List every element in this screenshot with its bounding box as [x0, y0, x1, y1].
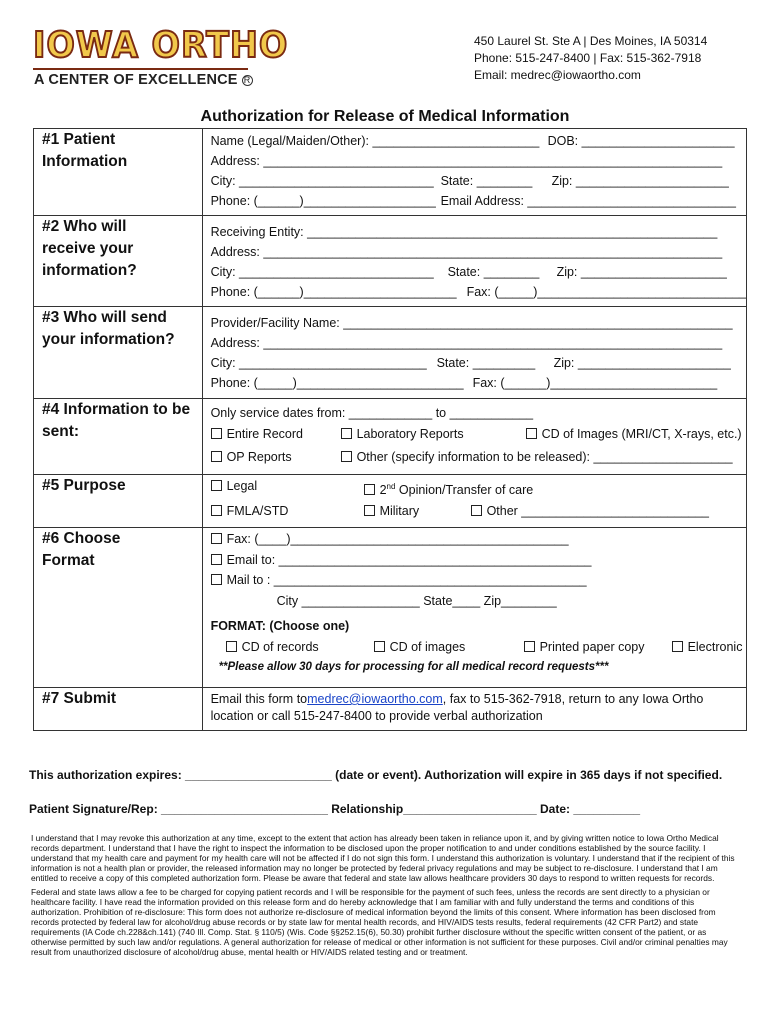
recipient-state-field[interactable]: State: ________: [447, 265, 540, 279]
signature-line[interactable]: Patient Signature/Rep: _________________________ Relationship____________________ Date: __________: [29, 802, 641, 816]
logo-tagline-text: A CENTER OF EXCELLENCE: [34, 72, 238, 88]
purpose-other-option[interactable]: [471, 501, 709, 522]
checkbox-icon[interactable]: [211, 505, 222, 516]
provider-city-field[interactable]: City: ___________________________: [210, 356, 427, 370]
page-title: Authorization for Release of Medical Information: [200, 108, 570, 125]
checkbox-icon[interactable]: [524, 641, 535, 652]
legal-disclaimer: [31, 833, 743, 961]
entire-record-option[interactable]: [211, 424, 341, 445]
provider-state-field[interactable]: State: _________: [436, 356, 536, 370]
section-recipient: [34, 216, 747, 307]
section-submit: [34, 688, 747, 731]
patient-name-field[interactable]: Name (Legal/Maiden/Other): ________________________: [210, 134, 540, 148]
contact-email: Email: medrec@iowaortho.com: [474, 68, 641, 82]
logo-tagline: [34, 72, 253, 88]
purpose-military-option[interactable]: [364, 501, 471, 522]
format-email-option[interactable]: [211, 550, 592, 571]
address: 450 Laurel St. Ste A | Des Moines, IA 50314: [474, 34, 708, 48]
checkbox-icon[interactable]: [471, 505, 482, 516]
purpose-second-opinion-label: 2nd Opinion/Transfer of care: [379, 482, 534, 498]
checkbox-icon[interactable]: [374, 641, 385, 652]
electronic-option[interactable]: [672, 637, 743, 658]
section-heading: #5 Purpose: [34, 475, 203, 528]
op-reports-label: OP Reports: [226, 450, 292, 464]
checkbox-icon[interactable]: [672, 641, 683, 652]
lab-reports-label: Laboratory Reports: [356, 427, 464, 441]
submit-text-line2: location or call 515-247-8400 to provide verbal authorization: [210, 709, 543, 723]
logo-divider: [33, 68, 248, 70]
lab-reports-option[interactable]: [341, 424, 526, 445]
other-info-label: Other (specify information to be released): ____________________: [356, 450, 733, 464]
purpose-fmla-label: FMLA/STD: [226, 504, 289, 519]
section-patient-info: [34, 129, 747, 216]
patient-city-field[interactable]: City: ____________________________: [210, 174, 434, 188]
format-fax-label: Fax: (____)________________________________________: [226, 532, 569, 546]
phone-fax: Phone: 515-247-8400 | Fax: 515-362-7918: [474, 51, 702, 65]
submit-text-cont: , fax to 515-362-7918, return to any Iowa Ortho: [442, 692, 704, 706]
patient-address-field[interactable]: Address: __________________________________________________________________: [210, 154, 723, 168]
checkbox-icon[interactable]: [364, 484, 375, 495]
printed-copy-label: Printed paper copy: [539, 639, 645, 654]
electronic-label: Electronic: [687, 639, 743, 654]
checkbox-icon[interactable]: [211, 554, 222, 565]
submit-text: Email this form to: [210, 692, 308, 706]
cd-records-option[interactable]: [226, 637, 374, 658]
section-heading: #4 Information to be sent:: [34, 399, 203, 475]
checkbox-icon[interactable]: [526, 428, 537, 439]
service-dates-field[interactable]: Only service dates from: ____________ to ____________: [210, 406, 534, 420]
recipient-phone-field[interactable]: Phone: (______)______________________: [210, 285, 457, 299]
patient-phone-field[interactable]: Phone: (______)___________________: [210, 194, 436, 208]
provider-zip-field[interactable]: Zip: ______________________: [553, 356, 731, 370]
section-heading: #7 Submit: [34, 688, 203, 731]
checkbox-icon[interactable]: [364, 505, 375, 516]
printed-copy-option[interactable]: [524, 637, 672, 658]
section-format: [34, 528, 747, 688]
format-fax-option[interactable]: [211, 529, 569, 550]
registered-icon: R: [242, 75, 253, 86]
recipient-zip-field[interactable]: Zip: _____________________: [556, 265, 727, 279]
provider-fax-field[interactable]: Fax: (______)________________________: [472, 376, 718, 390]
purpose-legal-option[interactable]: [211, 476, 364, 501]
format-heading: FORMAT: (Choose one): [210, 619, 350, 633]
section-heading: #1 Patient Information: [34, 129, 203, 216]
other-info-option[interactable]: [341, 447, 733, 468]
processing-note: **Please allow 30 days for processing for all medical record requests***: [218, 661, 609, 673]
checkbox-icon[interactable]: [341, 428, 352, 439]
format-mail-label: Mail to : _____________________________________________: [226, 573, 587, 587]
cd-images-format-label: CD of images: [389, 639, 466, 654]
recipient-fax-field[interactable]: Fax: (_____)______________________________: [466, 285, 746, 299]
logo: IOWA ORTHO: [33, 25, 289, 66]
receiving-entity-field[interactable]: Receiving Entity: ___________________________________________________________: [210, 225, 718, 239]
section-heading: #2 Who will receive your information?: [34, 216, 203, 307]
entire-record-label: Entire Record: [226, 427, 303, 441]
section-purpose: [34, 475, 747, 528]
patient-email-field[interactable]: Email Address: ______________________________: [440, 194, 736, 208]
format-mail-city-field[interactable]: City _________________ State____ Zip________: [276, 593, 557, 608]
checkbox-icon[interactable]: [341, 451, 352, 462]
checkbox-icon[interactable]: [226, 641, 237, 652]
cd-images-option[interactable]: [526, 424, 742, 445]
provider-phone-field[interactable]: Phone: (_____)________________________: [210, 376, 464, 390]
section-sender: [34, 307, 747, 399]
expiration-line[interactable]: This authorization expires: ______________________ (date or event). Authorization will expire in 365 days if not specified.: [29, 768, 723, 782]
purpose-legal-label: Legal: [226, 479, 258, 493]
contact-block: [474, 33, 707, 84]
purpose-other-label: Other ___________________________: [486, 504, 709, 519]
section-heading: #6 Choose Format: [34, 528, 203, 688]
submit-email-link[interactable]: medrec@iowaortho.com: [307, 692, 443, 706]
op-reports-option[interactable]: [211, 447, 341, 468]
checkbox-icon[interactable]: [211, 574, 222, 585]
provider-address-field[interactable]: Address: __________________________________________________________________: [210, 336, 723, 350]
checkbox-icon[interactable]: [211, 451, 222, 462]
authorization-form: [33, 128, 747, 731]
patient-state-field[interactable]: State: ________: [440, 174, 533, 188]
purpose-second-opinion-option[interactable]: [364, 476, 534, 501]
patient-zip-field[interactable]: Zip: ______________________: [551, 174, 729, 188]
dob-field[interactable]: DOB: ______________________: [547, 134, 735, 148]
cd-images-label: CD of Images (MRI/CT, X-rays, etc.): [541, 427, 742, 441]
checkbox-icon[interactable]: [211, 480, 222, 491]
recipient-city-field[interactable]: City: ____________________________: [210, 265, 434, 279]
format-email-label: Email to: _____________________________________________: [226, 552, 592, 567]
recipient-address-field[interactable]: Address: __________________________________________________________________: [210, 245, 723, 259]
purpose-fmla-option[interactable]: [211, 501, 364, 522]
checkbox-icon[interactable]: [211, 428, 222, 439]
cd-records-label: CD of records: [241, 639, 319, 654]
provider-name-field[interactable]: Provider/Facility Name: ________________________________________________________: [210, 316, 733, 330]
legal-paragraph-1: I understand that I may revoke this authorization at any time, except to the extent that action has already been taken in reliance upon it, and by giving written notice to Iowa Ortho Medical records department. I understand that I have the right to inspect the information to be disclosed upon the proper notification to and under conditions established by the source facility. I understand that my health care and payment for my health care will not be affected if I do not sign this form. I understand this authorization is voluntary. I understand that if the recipient of this information is not a health plan or provider, the released information may no longer be protected by federal privacy regulations and may be subject to re-disclosure. I understand that I am entitled to receive a copy of this completed authorization form. Please be aware that federal and state law allows healthcare providers 30 days to respond to written requests for records.: [31, 833, 735, 883]
checkbox-icon[interactable]: [211, 533, 222, 544]
purpose-military-label: Military: [379, 504, 420, 519]
format-mail-option[interactable]: [211, 570, 587, 591]
section-information: [34, 399, 747, 475]
legal-paragraph-2: Federal and state laws allow a fee to be charged for copying patient records and I will be responsible for the payment of such fees, unless the records are sent directly to a physician or healthcare facility. I have read the information provided on this release form and do hereby acknowledge that I am familiar with and fully understand the terms and conditions of this authorization. Prohibition of re-disclosure: This form does not authorize re-disclosure of medical information beyond the limits of this consent. Where information has been disclosed from records protected by federal law for alcohol/drug abuse records or by state law for mental health records, and HIV/AIDS tests results, federal requirements (42 CFR Part2) and state requirements (IA Code ch.228&ch.141) (740 Ill. Comp. Stat. § 110/5) (Wis. Code §§252.15(6), 50.30) prohibit further disclosure without the specific written consent of the patient, or as otherwise permitted by such law and/or regulations. A general authorization for release of medical or other information is not sufficient for these purposes. Civil and/or criminal penalties may result from unauthorized disclosure of alcohol/drug abuse, mental health or HIV/AIDS related testing and or treatment.: [31, 887, 728, 957]
section-heading: #3 Who will send your information?: [34, 307, 203, 399]
cd-images-format-option[interactable]: [374, 637, 524, 658]
